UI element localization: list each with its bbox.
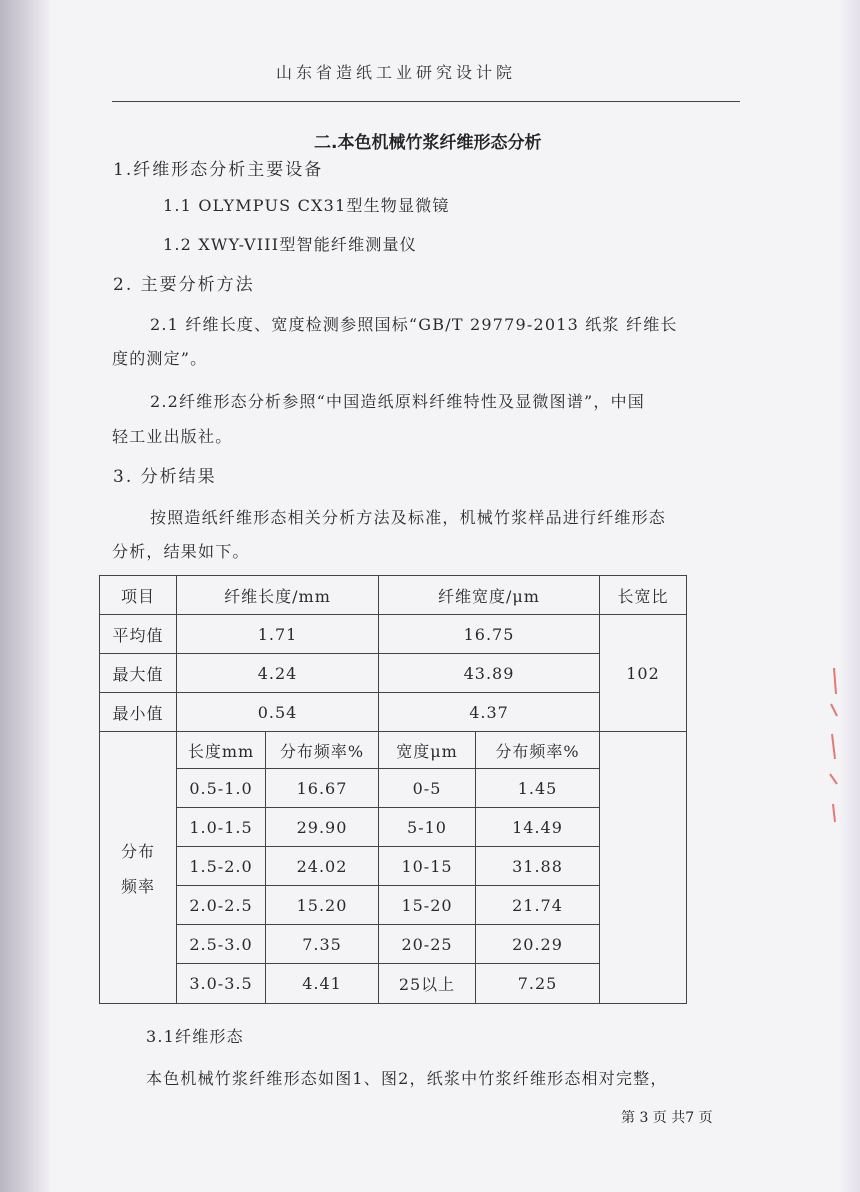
- page-number: 第 3 页 共7 页: [621, 1110, 713, 1126]
- table-header-row: [100, 576, 687, 615]
- dist-width-freq: 7.25: [476, 964, 600, 1004]
- summary-length: 0.54: [177, 693, 379, 732]
- table-row: [100, 925, 687, 964]
- method-paragraph-1-line-1: 2.1 纤维长度、宽度检测参照国标“GB/T 29779-2013 纸浆 纤维长: [150, 315, 678, 334]
- dist-length-freq: 16.67: [266, 769, 379, 808]
- summary-width: 43.89: [379, 654, 600, 693]
- results-paragraph-line-2: 分析，结果如下。: [112, 542, 250, 561]
- summary-label: 最大值: [100, 654, 177, 693]
- table-row: [100, 615, 687, 654]
- dist-length: 2.0-2.5: [177, 886, 266, 925]
- table-row: [100, 847, 687, 886]
- dist-length-freq: 24.02: [266, 847, 379, 886]
- ratio-value: 102: [600, 615, 687, 732]
- dist-width-freq: 21.74: [476, 886, 600, 925]
- equipment-item-1: 1.1 OLYMPUS CX31型生物显微镜: [163, 196, 450, 215]
- summary-width: 16.75: [379, 615, 600, 654]
- dist-header-length: 长度mm: [177, 732, 266, 769]
- dist-length: 2.5-3.0: [177, 925, 266, 964]
- header-ratio: 长宽比: [600, 576, 687, 615]
- dist-width: 0-5: [379, 769, 476, 808]
- fiber-analysis-table: [99, 575, 687, 1004]
- table-row: [100, 964, 687, 1004]
- distribution-header-row: [100, 732, 687, 769]
- section3-heading: 3. 分析结果: [113, 467, 217, 487]
- book-spine-shadow: [0, 0, 50, 1192]
- header-rule: [112, 101, 740, 102]
- dist-width: 5-10: [379, 808, 476, 847]
- dist-header-width: 宽度μm: [379, 732, 476, 769]
- dist-width: 10-15: [379, 847, 476, 886]
- method-paragraph-1-line-2: 度的测定”。: [112, 349, 208, 368]
- section-title: 二.本色机械竹浆纤维形态分析: [314, 133, 542, 153]
- dist-length: 1.5-2.0: [177, 847, 266, 886]
- distribution-label-line-1: 分布: [120, 841, 155, 861]
- dist-width-freq: 20.29: [476, 925, 600, 964]
- dist-width: 15-20: [379, 886, 476, 925]
- table-row: [100, 769, 687, 808]
- method-paragraph-2-line-1: 2.2纤维形态分析参照“中国造纸原料纤维特性及显微图谱”，中国: [150, 392, 646, 411]
- dist-width-freq: 14.49: [476, 808, 600, 847]
- distribution-label-line-2: 频率: [120, 876, 155, 896]
- dist-width: 25以上: [379, 964, 476, 1004]
- summary-length: 1.71: [177, 615, 379, 654]
- table-row: [100, 654, 687, 693]
- section31-heading: 3.1纤维形态: [146, 1027, 244, 1046]
- morphology-paragraph-line-1: 本色机械竹浆纤维形态如图1、图2，纸浆中竹浆纤维形态相对完整，: [146, 1069, 668, 1088]
- header-length: 纤维长度/mm: [177, 576, 379, 615]
- dist-width-freq: 31.88: [476, 847, 600, 886]
- dist-length-freq: 15.20: [266, 886, 379, 925]
- dist-header-width-freq: 分布频率%: [476, 732, 600, 769]
- dist-width-freq: 1.45: [476, 769, 600, 808]
- dist-length-freq: 7.35: [266, 925, 379, 964]
- table-row: [100, 886, 687, 925]
- method-paragraph-2-line-2: 轻工业出版社。: [112, 427, 233, 446]
- header-item: 项目: [100, 576, 177, 615]
- dist-header-length-freq: 分布频率%: [266, 732, 379, 769]
- dist-length-freq: 4.41: [266, 964, 379, 1004]
- summary-label: 平均值: [100, 615, 177, 654]
- dist-length: 0.5-1.0: [177, 769, 266, 808]
- summary-length: 4.24: [177, 654, 379, 693]
- distribution-blank-cell: [600, 732, 687, 1004]
- section1-heading: 1.纤维形态分析主要设备: [113, 160, 324, 180]
- dist-width: 20-25: [379, 925, 476, 964]
- dist-length: 1.0-1.5: [177, 808, 266, 847]
- summary-label: 最小值: [100, 693, 177, 732]
- distribution-label: [100, 732, 177, 1004]
- dist-length-freq: 29.90: [266, 808, 379, 847]
- results-paragraph-line-1: 按照造纸纤维形态相关分析方法及标准，机械竹浆样品进行纤维形态: [150, 508, 667, 527]
- table-row: [100, 808, 687, 847]
- dist-length: 3.0-3.5: [177, 964, 266, 1004]
- page-header: 山东省造纸工业研究设计院: [276, 63, 517, 82]
- red-stamp-mark: [826, 664, 840, 824]
- section2-heading: 2. 主要分析方法: [113, 275, 255, 295]
- equipment-item-2: 1.2 XWY-VIII型智能纤维测量仪: [163, 235, 417, 254]
- summary-width: 4.37: [379, 693, 600, 732]
- table-row: [100, 693, 687, 732]
- page-edge: [840, 0, 860, 1192]
- header-width: 纤维宽度/μm: [379, 576, 600, 615]
